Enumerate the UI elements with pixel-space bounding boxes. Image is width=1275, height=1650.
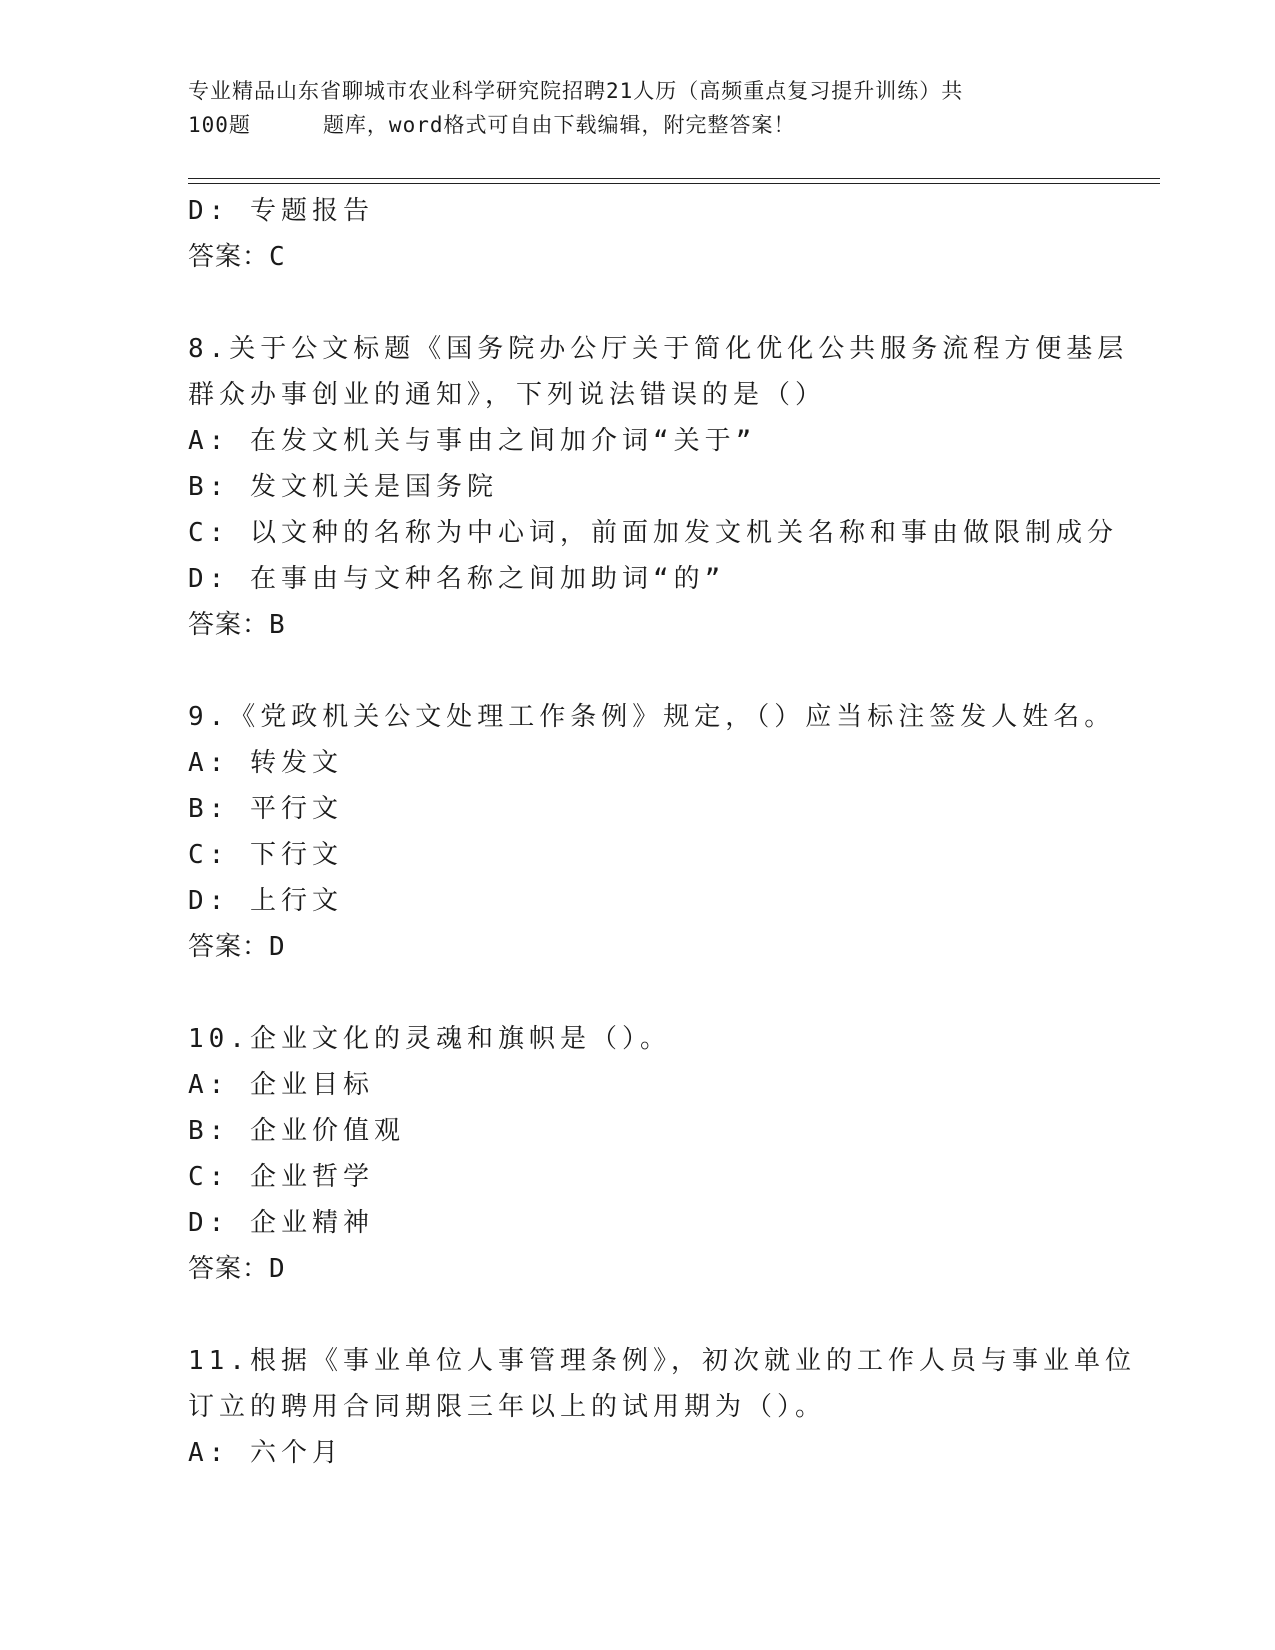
question-stem: 群众办事创业的通知》，下列说法错误的是（） xyxy=(188,380,827,410)
question-stem: 11.根据《事业单位人事管理条例》，初次就业的工作人员与事业单位 xyxy=(188,1346,1136,1376)
answer-line: 答案：B xyxy=(188,610,286,640)
option-d: D: 企业精神 xyxy=(188,1208,374,1238)
header-rule-top xyxy=(188,178,1160,179)
page-header xyxy=(188,74,1088,142)
answer-line: 答案：C xyxy=(188,242,286,272)
option-c: C: 下行文 xyxy=(188,840,343,870)
option-a: A: 六个月 xyxy=(188,1438,343,1468)
option-c: C: 企业哲学 xyxy=(188,1162,374,1192)
header-line-2-text: 题库，word格式可自由下载编辑，附完整答案！ xyxy=(322,113,796,137)
option-a: A: 在发文机关与事由之间加介词“关于” xyxy=(188,426,757,456)
answer-line: 答案：D xyxy=(188,932,286,962)
question-stem: 9.《党政机关公文处理工作条例》规定，（）应当标注签发人姓名。 xyxy=(188,702,1116,732)
question-stem: 订立的聘用合同期限三年以上的试用期为（）。 xyxy=(188,1392,827,1422)
question-7-tail xyxy=(188,188,1088,280)
header-line-2 xyxy=(188,108,1088,142)
option-b: B: 企业价值观 xyxy=(188,1116,405,1146)
header-line-1: 专业精品山东省聊城市农业科学研究院招聘21人历（高频重点复习提升训练）共 xyxy=(188,79,964,103)
option-d: D: 在事由与文种名称之间加助词“的” xyxy=(188,564,726,594)
question-9 xyxy=(188,694,1116,970)
header-rule-bottom xyxy=(188,183,1160,184)
option-b: B: 发文机关是国务院 xyxy=(188,472,498,502)
answer-line: 答案：D xyxy=(188,1254,286,1284)
header-line-2-count: 100题 xyxy=(188,113,251,137)
question-10 xyxy=(188,1016,1088,1292)
question-11 xyxy=(188,1338,1136,1476)
question-8 xyxy=(188,326,1129,648)
option-d: D: 上行文 xyxy=(188,886,343,916)
document-body xyxy=(188,188,1136,1476)
question-stem: 8.关于公文标题《国务院办公厅关于简化优化公共服务流程方便基层 xyxy=(188,334,1129,364)
option-d: D: 专题报告 xyxy=(188,196,374,226)
option-b: B: 平行文 xyxy=(188,794,343,824)
option-c: C: 以文种的名称为中心词，前面加发文机关名称和事由做限制成分 xyxy=(188,518,1118,548)
option-a: A: 企业目标 xyxy=(188,1070,374,1100)
question-stem: 10.企业文化的灵魂和旗帜是（）。 xyxy=(188,1024,671,1054)
option-a: A: 转发文 xyxy=(188,748,343,778)
